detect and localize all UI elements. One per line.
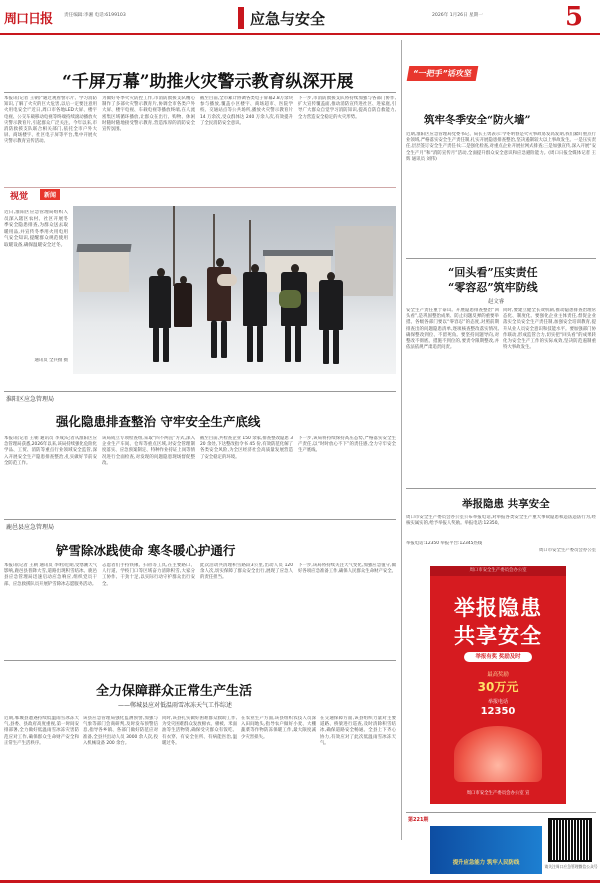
huaiyang-headline: 强化隐患排查整治 守牢安全生产底线 (56, 414, 261, 429)
poster-illustration (454, 726, 542, 782)
huaiyang-rule (4, 391, 396, 392)
poster-line-1: 举报隐患 (454, 595, 542, 620)
report-rule (406, 488, 596, 489)
qr-caption: 请关注周口应急管理微信公众号 (544, 864, 598, 869)
disaster-col-4: 在农业生产方面,该县组织农技人员深入田间地头,指导农户做好小麦、大棚蔬菜等作物防冻保暖工作,最大限度减少灾害损失。 (241, 716, 316, 740)
sidebar-body: 近期,淮阳区应急管理局党委书记、局长王勇表示:今冬明春是火灾事故易发高发期,我们紧盯重点行业领域,严格落实安全生产责任制,扎实开展隐患排查整治,坚决遏制较大以上事故发生。一是压实责任,层层签订安全生产责任书;二是强化检查,对重点企业开展拉网式排查;三是加强宣传,深入开展“安全生产月”和“消防宣传月”活动,全面提升群众安全意识和应急避险能力。(周口日报全媒体记者 王辉 通讯员 刘伟) (406, 132, 596, 162)
luyi-rule (4, 519, 396, 520)
poster-reward: 30万元 (477, 680, 519, 694)
huaiyang-col-3: 截至目前,共检查企业 150 余家,排查整改隐患 320 余处,下达整改指令书 45 份,有效防范化解了各类安全风险,为全区经济社会高质量发展营造了安全稳定的环境。 (200, 436, 293, 460)
visual-rule (4, 187, 396, 188)
luyi-tag: 鹿邑县应急管理局 (6, 524, 55, 531)
masthead-date: 2026年 1月26日 星期一 (432, 13, 483, 18)
leader-talk-badge: “一把手”话攻坚 (407, 66, 478, 81)
footer-rule (406, 812, 596, 813)
huaiyang-col-2: 该局成立专项检查组,采取“四不两直”方式,深入企业生产车间、仓库等重点区域,对安全管理制度落实、应急预案制定、特种作业持证上岗等情况进行全面检查,对发现的问题隐患现场督促整改。 (102, 436, 195, 466)
section-accent-bar (238, 7, 244, 29)
report-headline: 举报隐患 共享安全 (462, 498, 550, 510)
lead-col-3: 截至目前,全市累计协调各类电子屏幕2.8万余块参与播放,覆盖小区楼宇、商场超市、医院学校、交通站点等公共场所,播放火灾警示教育片 14 万余次,受众群体达 240 万余人次,有效提升了全民消防安全意识。 (200, 96, 293, 126)
huaiyang-col-4: 下一步,该局将持续保持高压态势,严格落实安全生产责任,以“时时放心不下”的责任感,全力守牢安全生产底线。 (298, 436, 396, 454)
poster-line-2: 共享安全 (454, 623, 542, 648)
column-divider (401, 40, 402, 840)
page-number: 5 (565, 2, 584, 32)
report-body: 周口市安全生产委员会办公室公布举报电话,对举报各类安全生产重大事故隐患和违法违法行为,经核实属实的,给予举报人奖励。举报电话:12350。 (406, 515, 596, 527)
lead-col-1: 本报讯(记者 王朝)“通过观看警示片、学习消防知识,了解了火灾的巨大危害,以后一定要注意用火用电安全!”近日,周口市各地LED大屏、楼宇电视、公交车载移动电视等终端持续滚动播放火灾警示教育片,引起群众广泛关注。今年以来,市消防救援支队联合相关部门,依托全市户外大屏、商场楼宇、社区电子屏等平台,集中开展火灾警示教育宣传活动。 (4, 96, 97, 145)
masthead-editor-info: 责任编辑:李湘 电话:6199103 (64, 13, 126, 18)
disaster-rule (4, 660, 396, 661)
photo-credit: 通讯员 全兵摄 摄 (34, 358, 68, 363)
disaster-col-2: 该县应急管理局强化监测预警,加强与气象等部门会商研判,及时发布预警信息,指导各乡镇、各部门做好防范应对准备,全县共出动人员 3000 余人次,投入机械设备 200 余台。 (83, 716, 158, 746)
disaster-subhead: ——郸城县应对低温雨雪冰冻天气工作综述 (118, 702, 233, 709)
footer-issue: 第221期 (408, 817, 429, 823)
lead-col-4: 下一步,市消防救援支队将持续加强与各部门协作,扩大宣传覆盖面,推动消防宣传进社区、进家庭,引导广大群众自觉学习消防知识,提高自防自救能力,全力营造安全稳定的火灾形势。 (298, 96, 396, 120)
opinion-author: 赵文睿 (488, 299, 505, 305)
poster-hotline: 12350 (480, 706, 516, 717)
opinion-rule (406, 258, 596, 259)
poster-footer: 周口市安全生产委员会办公室 宣 (466, 791, 530, 796)
huaiyang-col-1: 本报讯(记者 王朝 通讯员 李成)记者从淮阳区应急管理局获悉,2026年以来,该局持续强化危险化学品、工贸、消防等重点行业领域安全监管,深入开展安全生产隐患排查整治,扎实做好节前安全防范工作。 (4, 436, 97, 466)
poster-reward-label: 最高奖励 (487, 672, 509, 678)
footer-slogan: 提升应急能力 筑牢人民防线 (452, 860, 520, 866)
luyi-col-4: 下一步,该局将持续关注天气变化,加强应急值守,做好各项应急准备工作,确保人民群众生命财产安全。 (298, 563, 396, 575)
opinion-col-2: 同时,要建立健全长效机制,推动隐患排查治理常态化、制度化。要强化企业主体责任,督促企业落实全员安全生产责任制,加强安全培训教育,提升从业人员安全意识和技能水平。要加强部门协作联动,形成监管合力,切实把“回头看”的成果转化为安全生产工作的实际成效,坚决防范遏制重特大事故发生。 (503, 308, 596, 351)
lead-rule (4, 92, 396, 93)
disaster-col-3: 同时,该县扎实做好困难群众救助工作,为受灾困难群众发放棉衣、棉被、米面油等生活物资,确保受灾群众有饭吃、有衣穿、有安全住所、有病能医治,温暖过冬。 (162, 716, 237, 746)
report-poster (430, 566, 566, 804)
lead-headline: “千屏万幕”助推火灾警示教育纵深开展 (62, 72, 354, 92)
luyi-headline: 铲雪除冰践使命 寒冬暖心护通行 (56, 543, 236, 558)
lead-col-2: 为做好冬季火灾防控工作,市消防救援支队精心制作了多部火灾警示教育片,协调全市各类户外大屏、楼宇电视、车载电视等播放终端,在人流密集区域循环播放,让群众在出行、购物、休闲时随时随地接受警示教育,营造浓厚的消防安全宣传氛围。 (102, 96, 195, 133)
sidebar-headline: 筑牢冬季安全“防火墙” (424, 114, 531, 126)
news-badge: 新闻 (40, 189, 60, 200)
luyi-col-1: 本报讯(记者 王朝 通讯员 李明)近期,受寒潮天气影响,鹿邑县普降大雪,道路出现积雪结冰。鹿邑县应急管理局迅速启动应急响应,组织党员干部、应急救援队员开展铲雪除冰志愿服务活动。 (4, 563, 97, 587)
poster-hotline-label: 举报电话 (487, 699, 508, 705)
report-sign: 周口市安全生产委员会办公室 (538, 548, 596, 553)
snow-patrol-photo (73, 206, 396, 374)
masthead-rule (0, 33, 600, 35)
poster-top-sign: 周口市安全生产委员会办公室 (469, 568, 527, 573)
disaster-col-5: 在交通保障方面,该县组织力量对主要道路、桥梁进行巡查,及时清除积雪结冰,确保道路安全畅通。全县上下齐心协力,有效应对了此次低温雨雪冰冻天气。 (320, 716, 396, 746)
masthead-logo: 周口日报 (4, 12, 53, 27)
opinion-headline-1: “回头看”压实责任 (448, 266, 538, 279)
report-note: 举报电话:12350 举报平台:12345热线 (406, 541, 483, 546)
visual-badge: 视觉 (10, 192, 29, 202)
disaster-col-1: 近期,郸城县遭遇持续低温雨雪冰冻天气,县委、县政府高度重视,第一时间安排部署,全力做好低温雨雪冰冻灾害防范应对工作,确保群众生命财产安全和正常生产生活秩序。 (4, 716, 79, 746)
qr-code[interactable] (548, 818, 592, 862)
opinion-col-1: 安全生产责任重于泰山。开展隐患排查整治“回头看”,是巩固整治成果、防止问题反弹的重要举措。各级各部门要以“零容忍”的态度,对照前期排查出的问题隐患清单,逐项核查整改落实情况,确保整改到位、不留死角。要坚持问题导向,对整改不彻底、措施不到位的,要责令限期整改,并依法依规严肃追责问责。 (406, 308, 499, 351)
opinion-headline-2: “零容忍”筑牢防线 (448, 281, 538, 294)
section-title: 应急与安全 (250, 10, 326, 28)
luyi-col-2: 志愿者们手持铁锹、扫帚等工具,在主要路口、人行道、学校门口等区域奋力清除积雪,大家分工协作、干劲十足,以实际行动守护群众出行安全。 (102, 563, 195, 587)
huaiyang-tag: 淮阳区应急管理局 (6, 396, 55, 403)
footer-banner (430, 826, 542, 874)
luyi-col-3: 此次活动共清理积雪路段3公里,出动人员 120 余人次,切实保障了群众安全出行,展现了应急人的责任担当。 (200, 563, 293, 581)
disaster-headline: 全力保障群众正常生产生活 (96, 684, 253, 699)
photo-caption: 近日,淮阳区应急管理局组织人员深入辖区农村、社区开展冬季安全隐患排查,为群众送去取暖用品,并宣传冬季用火用电用气安全知识,提醒群众规范使用取暖设备,确保温暖安全过冬。 (4, 210, 68, 248)
poster-subtitle: 举报有奖 奖励及时 (464, 652, 532, 662)
